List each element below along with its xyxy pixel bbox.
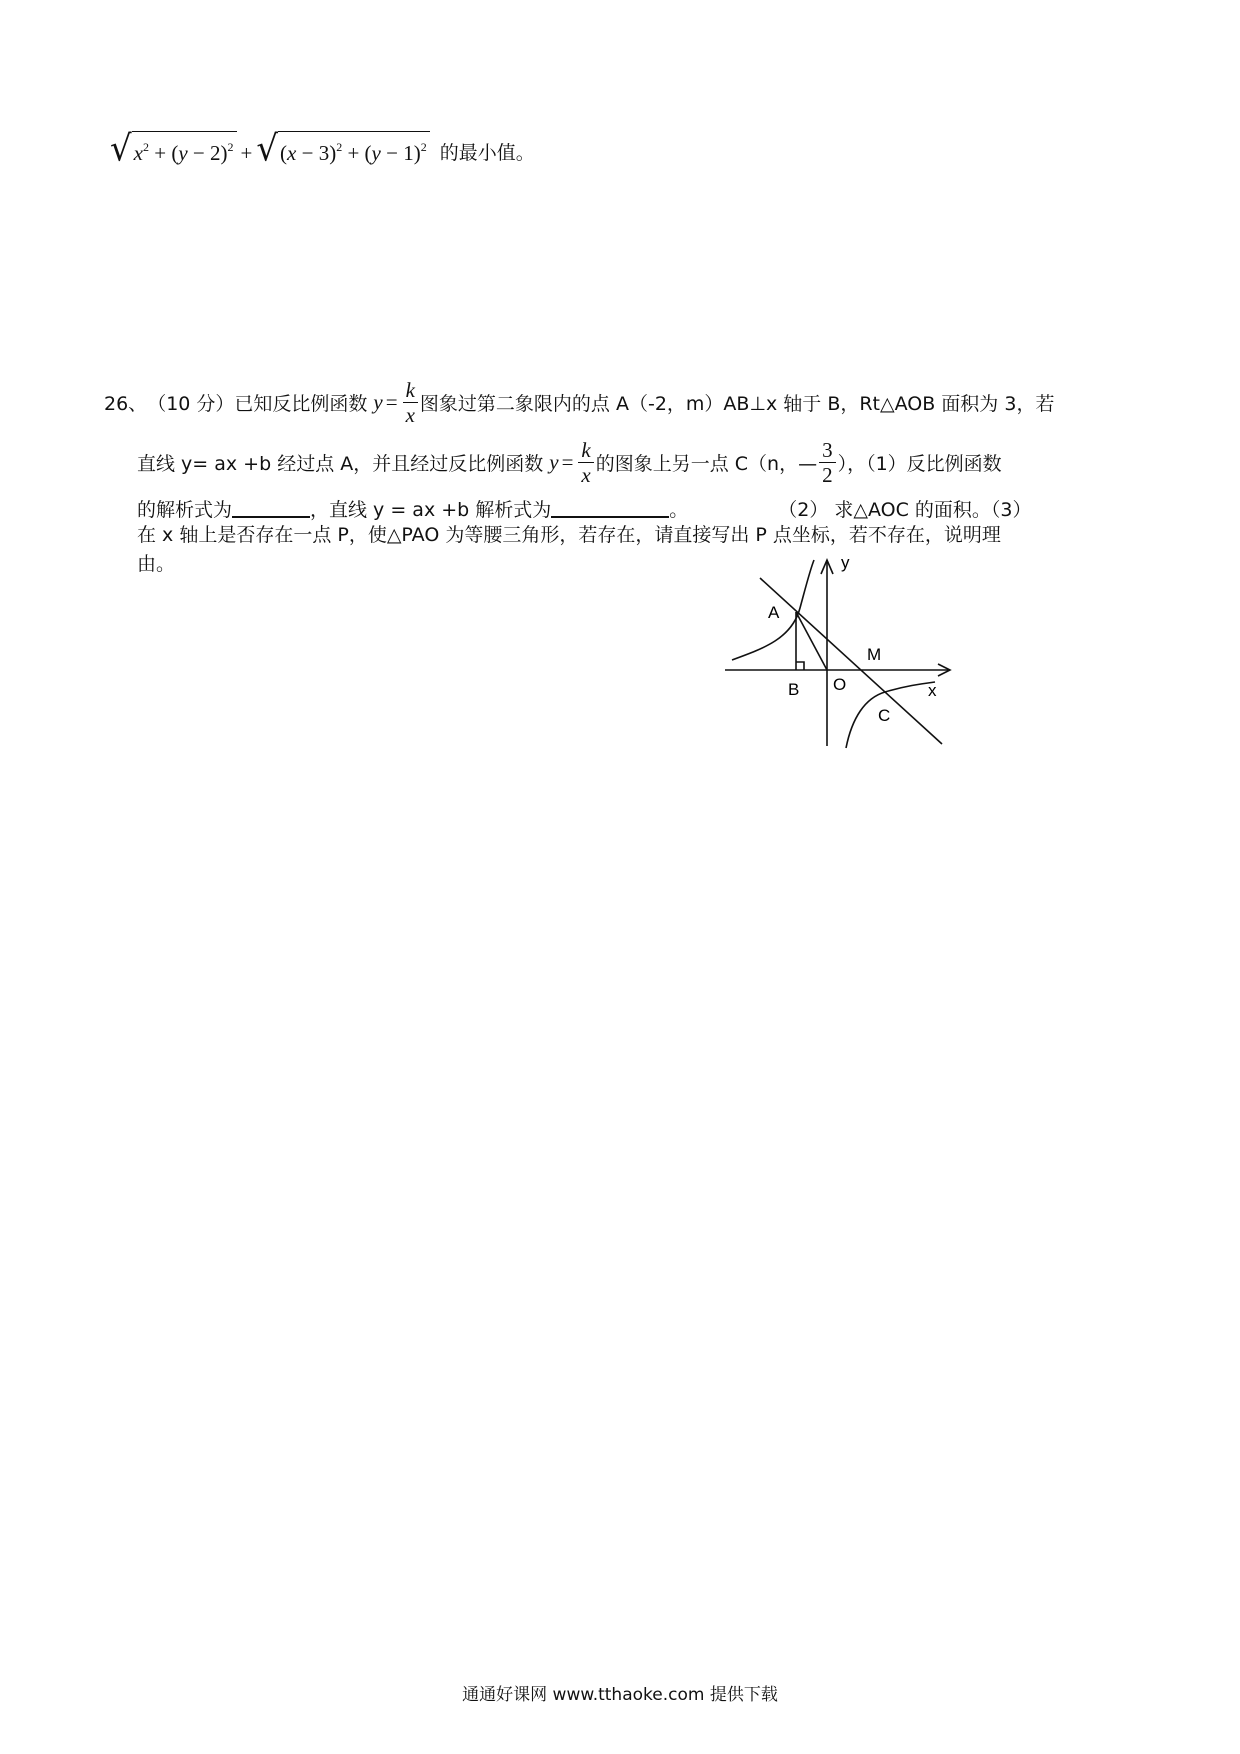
label-m: M	[867, 645, 882, 664]
q26-line3-text-c: 。	[669, 498, 689, 521]
label-y: y	[841, 553, 850, 572]
q25-suffix: 的最小值。	[439, 142, 535, 164]
q26-line2-text-b: 的图象上另一点 C（n，—	[595, 452, 818, 475]
coordinate-figure	[720, 548, 970, 758]
q26-line3-text-a: 的解析式为	[137, 498, 233, 521]
hyperbola-branch-4	[846, 682, 935, 748]
sqrt-term-2: √ $(x - 3)^2 + (y - 1)^2$	[256, 131, 429, 166]
q26-line-5: 由。	[137, 553, 176, 575]
q26-line3-text-d: （2） 求△AOC 的面积。（3）	[778, 498, 1032, 521]
fraction-k-over-x-2: $\frac{k}{x}$	[578, 438, 593, 487]
q26-line-3	[137, 494, 1032, 522]
label-b: B	[788, 680, 800, 699]
question-points: （10 分）	[147, 392, 235, 415]
q26-line2-text-c: ），（1）反比例函数	[837, 452, 1002, 475]
q25-expression: √ $x^2 + (y - 2)^2$ + √ $(x - 3)^2 + (y - 1)^2$ 的最小值。	[110, 128, 535, 170]
right-angle-mark	[796, 662, 804, 670]
label-c: C	[878, 706, 891, 725]
q26-line-4: 在 x 轴上是否存在一点 P，使△PAO 为等腰三角形，若存在，请直接写出 P 点坐标，若不存在，说明理	[137, 524, 1001, 546]
fraction-k-over-x: $\frac{k}{x}$	[403, 378, 418, 427]
q26-line-1: 26、 （10 分） 已知反比例函数 y = $\frac{k}{x}$ 图象过第二象限内的点 A（-2，m）AB⊥x 轴于 B，Rt△AOB 面积为 3，若	[104, 377, 1055, 427]
q26-line1-text-a: 已知反比例函数	[234, 392, 368, 415]
q26-line-2: 直线 y= ax +b 经过点 A，并且经过反比例函数 y = $\frac{k}{x}$ 的图象上另一点 C（n，— $\frac{3}{2}$ ），（1）反比例函数	[137, 437, 1002, 487]
sqrt-term-1: √ $x^2 + (y - 2)^2$	[110, 131, 237, 166]
label-a: A	[768, 603, 780, 622]
fraction-3-over-2: $\frac{3}{2}$	[819, 438, 836, 487]
line-ac	[760, 578, 942, 744]
q26-line1-text-b: 图象过第二象限内的点 A（-2，m）AB⊥x 轴于 B，Rt△AOB 面积为 3，若	[419, 392, 1055, 415]
answer-blank-1[interactable]	[232, 498, 310, 518]
page-footer: 通通好课网 www.tthaoke.com 提供下载	[462, 1685, 778, 1705]
label-o: O	[833, 675, 847, 694]
question-number: 26、	[104, 392, 148, 415]
q26-line3-text-b: ，直线 y = ax +b 解析式为	[310, 498, 552, 521]
label-x: x	[928, 681, 937, 700]
answer-blank-2[interactable]	[551, 498, 669, 518]
q26-line2-text-a: 直线 y= ax +b 经过点 A，并且经过反比例函数	[137, 452, 544, 475]
